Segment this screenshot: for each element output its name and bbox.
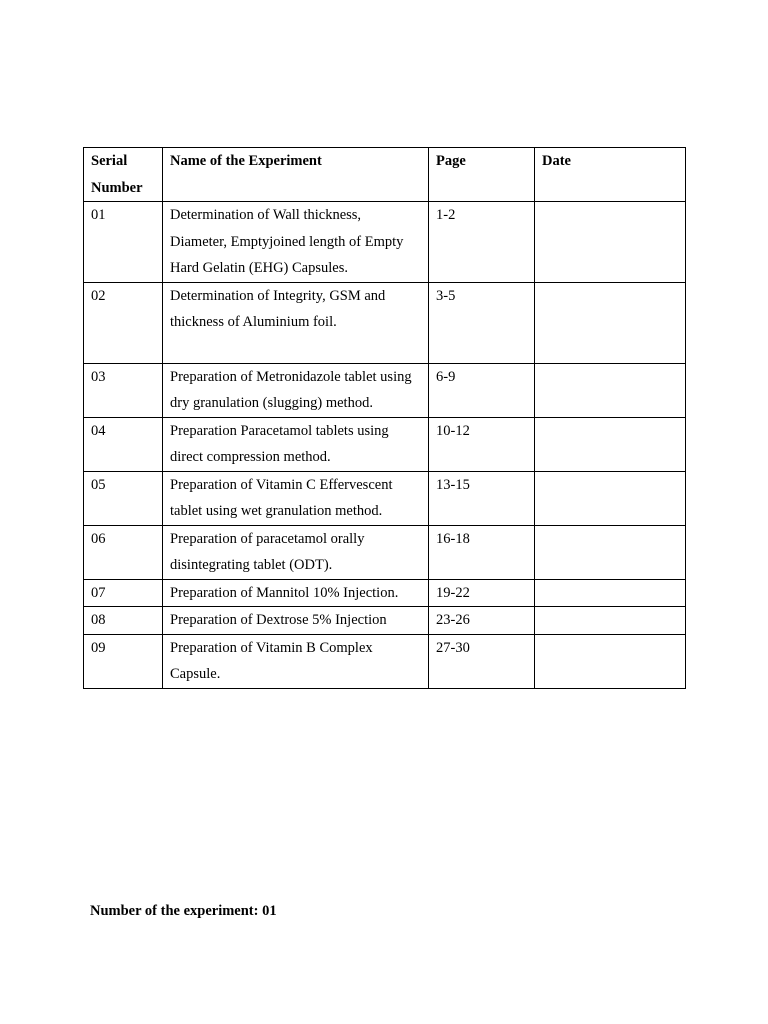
- cell-experiment-name: Preparation of Vitamin C Effervescent tablet using wet granulation method.: [163, 471, 429, 525]
- cell-serial: 03: [84, 363, 163, 417]
- cell-date: [535, 471, 686, 525]
- table-row: [84, 282, 686, 363]
- header-page: Page: [429, 148, 535, 202]
- cell-serial: 01: [84, 202, 163, 283]
- table-row: [84, 579, 686, 607]
- cell-experiment-name: Determination of Integrity, GSM and thickness of Aluminium foil.: [163, 282, 429, 363]
- cell-page: 27-30: [429, 634, 535, 688]
- cell-date: [535, 525, 686, 579]
- cell-serial: 07: [84, 579, 163, 607]
- table-row: [84, 363, 686, 417]
- experiments-table: [83, 147, 686, 689]
- table-row: [84, 525, 686, 579]
- cell-serial: 05: [84, 471, 163, 525]
- experiment-number-heading: Number of the experiment: 01: [90, 903, 277, 919]
- table-row: [84, 607, 686, 635]
- cell-date: [535, 282, 686, 363]
- cell-experiment-name: Preparation Paracetamol tablets using direct compression method.: [163, 417, 429, 471]
- cell-page: 6-9: [429, 363, 535, 417]
- cell-experiment-name: Preparation of paracetamol orally disintegrating tablet (ODT).: [163, 525, 429, 579]
- cell-date: [535, 202, 686, 283]
- cell-date: [535, 607, 686, 635]
- cell-date: [535, 634, 686, 688]
- table-header-row: [84, 148, 686, 202]
- table-row: [84, 471, 686, 525]
- cell-page: 13-15: [429, 471, 535, 525]
- cell-experiment-name: Determination of Wall thickness, Diameter, Emptyjoined length of Empty Hard Gelatin (EHG) Capsules.: [163, 202, 429, 283]
- cell-page: 19-22: [429, 579, 535, 607]
- cell-page: 1-2: [429, 202, 535, 283]
- cell-serial: 06: [84, 525, 163, 579]
- cell-page: 16-18: [429, 525, 535, 579]
- header-date: Date: [535, 148, 686, 202]
- table-row: [84, 634, 686, 688]
- cell-serial: 02: [84, 282, 163, 363]
- header-experiment-name: Name of the Experiment: [163, 148, 429, 202]
- cell-experiment-name: Preparation of Dextrose 5% Injection: [163, 607, 429, 635]
- cell-page: 10-12: [429, 417, 535, 471]
- cell-page: 23-26: [429, 607, 535, 635]
- cell-page: 3-5: [429, 282, 535, 363]
- cell-serial: 09: [84, 634, 163, 688]
- cell-experiment-name: Preparation of Vitamin B Complex Capsule.: [163, 634, 429, 688]
- table-row: [84, 417, 686, 471]
- cell-experiment-name: Preparation of Metronidazole tablet using dry granulation (slugging) method.: [163, 363, 429, 417]
- cell-serial: 08: [84, 607, 163, 635]
- cell-date: [535, 579, 686, 607]
- table-row: [84, 202, 686, 283]
- header-serial-number: Serial Number: [84, 148, 163, 202]
- cell-serial: 04: [84, 417, 163, 471]
- cell-date: [535, 417, 686, 471]
- cell-experiment-name: Preparation of Mannitol 10% Injection.: [163, 579, 429, 607]
- cell-date: [535, 363, 686, 417]
